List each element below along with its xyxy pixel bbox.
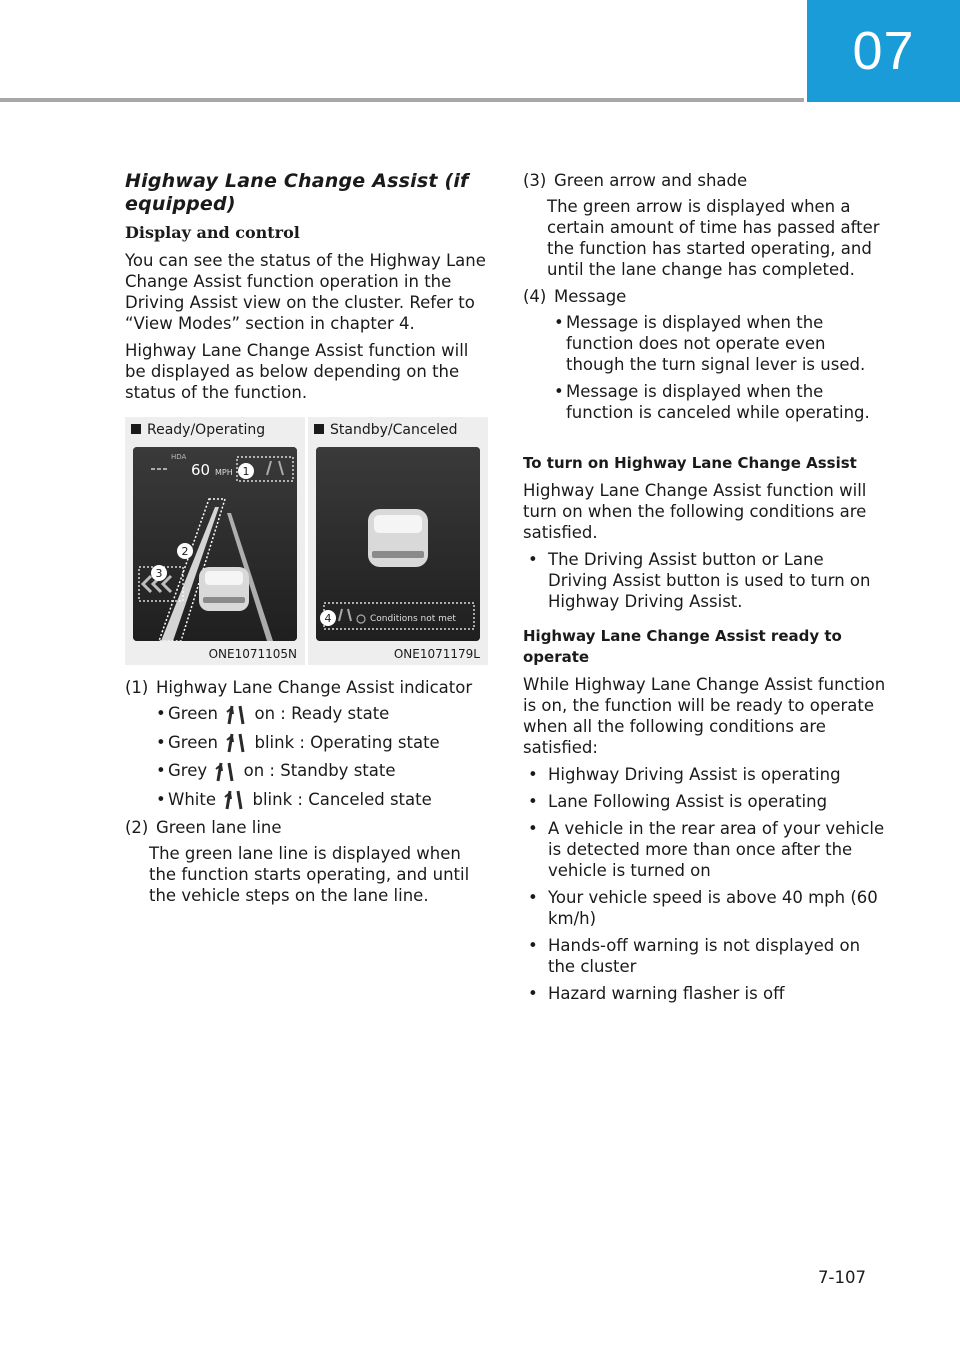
panel-label: Standby/Canceled [330,422,458,438]
chapter-number: 07 [852,21,915,81]
panel-standby-canceled [308,417,488,665]
header-rule [0,98,804,102]
list-item: • The Driving Assist button or Lane Driving Assist button is used to turn on Highway Driving Assist. [523,549,888,612]
turn-on-list [523,549,888,612]
svg-text:1: 1 [242,465,250,478]
figure-code: ONE1071105N [208,647,297,661]
display-paragraph: Highway Lane Change Assist function will be displayed as below depending on the status of the function. [125,341,469,402]
item-3-text: The green arrow is displayed when a certain amount of time has passed after the function has started operating, and until the lane change has completed. [547,197,880,279]
item-3-title: (3) Green arrow and shade [523,171,748,190]
panel-ready-operating [125,417,305,665]
lane-change-icon [214,761,236,783]
svg-text:4: 4 [324,612,332,625]
message-bullet: • Message is displayed when the function does not operate even though the turn signal lever is used. [554,312,888,375]
lane-change-icon [225,704,247,726]
svg-text:3: 3 [155,567,163,580]
message-bullet: • Message is displayed when the function is canceled while operating. [554,381,888,423]
item-2-text: The green lane line is displayed when the function starts operating, and until the vehicle steps on the lane line. [149,844,470,905]
speed-value: 60 [191,461,211,479]
hda-label: HDA [171,453,187,461]
ready-text: While Highway Lane Change Assist function is on, the function will be ready to operate when all the following conditions are satisfied: [523,675,886,757]
cluster-standby-illustration [316,447,480,641]
item-2-title: (2) Green lane line [125,818,282,837]
figure-code: ONE1071179L [393,647,480,661]
cluster-screen [316,447,480,641]
list-item: • Lane Following Assist is operating [523,791,888,812]
item-1-title: (1) Highway Lane Change Assist indicator [125,678,473,697]
svg-text:2: 2 [181,545,189,558]
list-item: • Hazard warning flasher is off [523,983,888,1004]
car-icon [368,509,428,567]
intro-paragraph: You can see the status of the Highway Lane Change Assist function operation in the Driving Assist view on the cluster. Refer to “View Modes” section in chapter 4. [125,251,486,333]
list-item: • Hands-off warning is not displayed on the cluster [523,935,888,977]
speed-unit: MPH [215,468,233,477]
lane-change-icon [223,789,245,811]
list-item: • Highway Driving Assist is operating [523,764,888,785]
section-title: Highway Lane Change Assist (if equipped) [125,170,469,215]
ready-heading: Highway Lane Change Assist ready to operate [523,627,842,666]
list-item: • Your vehicle speed is above 40 mph (60 km/h) [523,887,888,929]
state-line: • Green blink : Operating state [156,732,490,755]
cluster-figure [125,417,487,665]
state-line: • White blink : Canceled state [156,789,490,812]
cluster-screen [133,447,297,641]
square-bullet-icon [314,424,324,434]
message-text: Conditions not met [370,614,456,624]
page-number: 7-107 [818,1268,866,1287]
state-line: • Green on : Ready state [156,703,490,726]
panel-label: Ready/Operating [147,422,266,438]
left-column [125,170,490,912]
callout-1 [238,463,254,479]
subsection-title: Display and control [125,223,300,242]
turn-on-text: Highway Lane Change Assist function will turn on when the following conditions are satisfied. [523,481,867,542]
turn-on-heading: To turn on Highway Lane Change Assist [523,454,857,472]
car-icon [199,567,249,611]
callout-4 [320,610,336,626]
callout-3 [151,565,167,581]
state-line: • Grey on : Standby state [156,760,490,783]
item-4-title: (4) Message [523,287,627,306]
chapter-tab [807,0,960,102]
list-item: • A vehicle in the rear area of your vehicle is detected more than once after the vehicle is turned on [523,818,888,881]
lane-change-icon [225,732,247,754]
right-column [523,170,888,1010]
callout-2 [177,543,193,559]
square-bullet-icon [131,424,141,434]
cluster-ready-illustration [133,447,297,641]
ready-conditions-list [523,764,888,1004]
